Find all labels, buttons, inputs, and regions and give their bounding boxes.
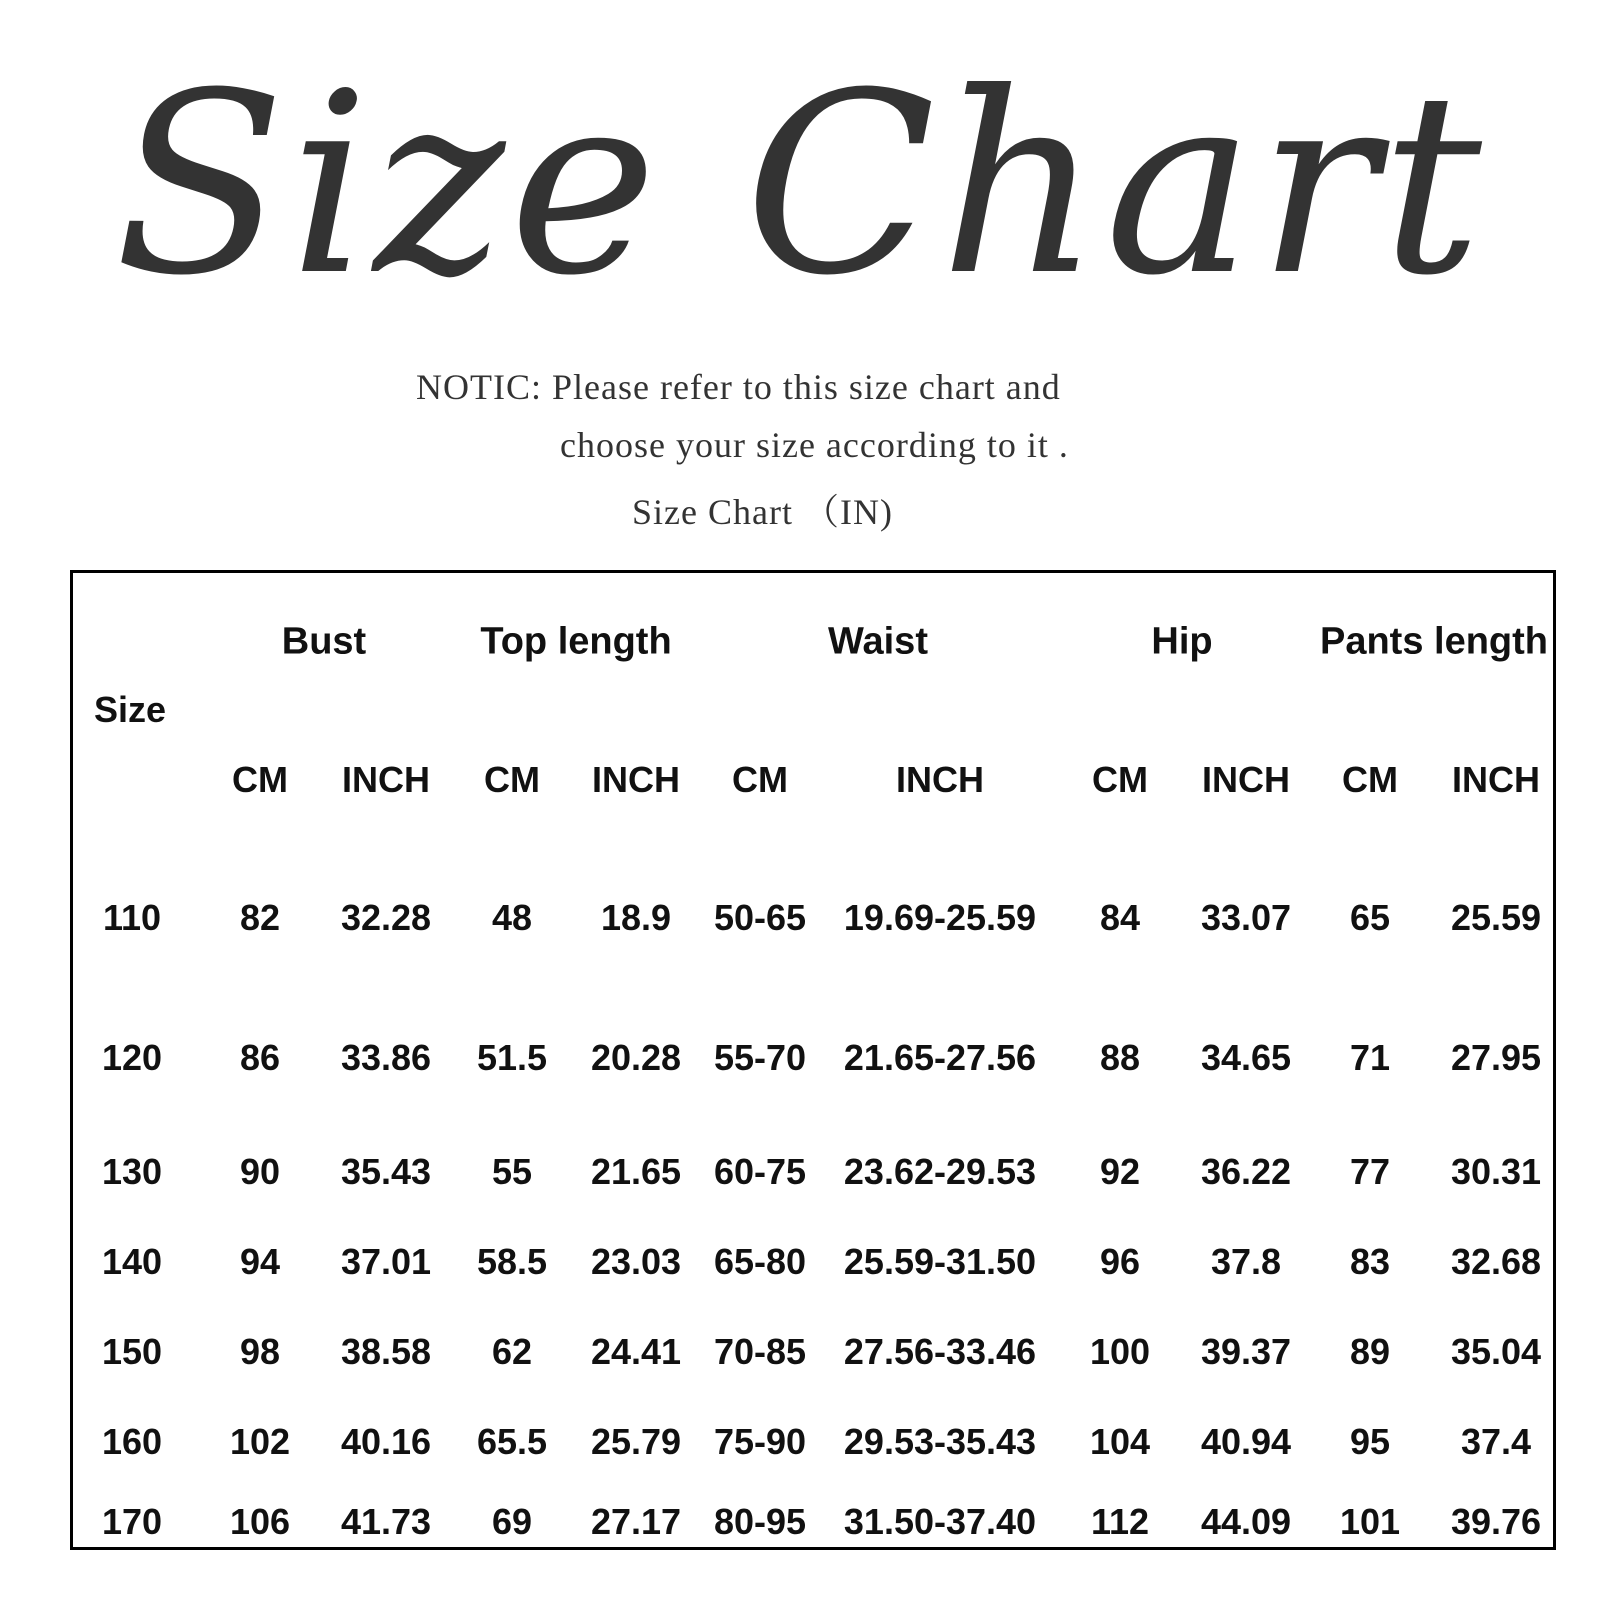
table-cell: 112 — [1090, 1501, 1150, 1542]
table-cell: 60-75 — [713, 1151, 807, 1192]
table-cell: 89 — [1349, 1331, 1391, 1372]
table-cell: 77 — [1349, 1151, 1391, 1192]
table-cell: 69 — [491, 1501, 533, 1542]
table-cell: 95 — [1349, 1421, 1391, 1462]
measurement-group-header: Waist — [828, 620, 928, 663]
size-cell: 140 — [101, 1241, 163, 1282]
table-cell: 58.5 — [476, 1241, 548, 1282]
table-cell: 32.68 — [1450, 1241, 1542, 1282]
table-cell: 75-90 — [713, 1421, 807, 1462]
table-cell: 23.62-29.53 — [843, 1151, 1037, 1192]
size-column-header: Size — [94, 689, 167, 730]
table-cell: 80-95 — [713, 1501, 807, 1542]
unit-header: INCH — [1202, 759, 1290, 800]
table-cell: 35.43 — [340, 1151, 432, 1192]
table-cell: 40.16 — [340, 1421, 432, 1462]
table-cell: 23.03 — [590, 1241, 682, 1282]
size-cell: 110 — [102, 897, 162, 938]
table-cell: 25.59 — [1450, 897, 1542, 938]
unit-header: INCH — [896, 759, 984, 800]
table-cell: 27.95 — [1450, 1037, 1542, 1078]
table-cell: 106 — [229, 1501, 291, 1542]
notice-line-1: NOTIC: Please refer to this size chart and — [416, 367, 1061, 407]
table-cell: 62 — [491, 1331, 533, 1372]
notice-line-2: choose your size according to it . — [560, 425, 1069, 465]
table-cell: 71 — [1349, 1037, 1391, 1078]
table-cell: 65 — [1349, 897, 1391, 938]
table-cell: 18.9 — [600, 897, 672, 938]
table-cell: 104 — [1089, 1421, 1151, 1462]
table-cell: 37.01 — [340, 1241, 432, 1282]
table-cell: 30.31 — [1450, 1151, 1542, 1192]
unit-header: INCH — [1452, 759, 1540, 800]
table-cell: 25.79 — [590, 1421, 682, 1462]
table-cell: 39.76 — [1450, 1501, 1542, 1542]
size-cell: 130 — [101, 1151, 163, 1192]
table-cell: 96 — [1099, 1241, 1141, 1282]
table-cell: 94 — [239, 1241, 281, 1282]
table-cell: 83 — [1349, 1241, 1391, 1282]
table-cell: 25.59-31.50 — [843, 1241, 1037, 1282]
table-cell: 55 — [491, 1151, 533, 1192]
table-cell: 90 — [239, 1151, 281, 1192]
table-cell: 21.65 — [590, 1151, 682, 1192]
size-cell: 170 — [101, 1501, 163, 1542]
unit-header: CM — [1342, 759, 1398, 800]
table-cell: 86 — [239, 1037, 281, 1078]
size-cell: 120 — [101, 1037, 163, 1078]
table-cell: 33.86 — [340, 1037, 432, 1078]
table-cell: 37.4 — [1460, 1421, 1532, 1462]
table-cell: 19.69-25.59 — [843, 897, 1037, 938]
table-cell: 34.65 — [1200, 1037, 1292, 1078]
unit-header: CM — [232, 759, 288, 800]
table-cell: 98 — [239, 1331, 281, 1372]
table-cell: 38.58 — [340, 1331, 432, 1372]
table-cell: 55-70 — [713, 1037, 807, 1078]
table-cell: 65.5 — [476, 1421, 548, 1462]
table-cell: 51.5 — [476, 1037, 548, 1078]
table-cell: 35.04 — [1450, 1331, 1542, 1372]
measurement-group-header: Hip — [1151, 620, 1213, 663]
table-cell: 82 — [239, 897, 281, 938]
table-cell: 102 — [229, 1421, 291, 1462]
size-table-frame — [70, 570, 1556, 1550]
table-cell: 37.8 — [1210, 1241, 1282, 1282]
table-cell: 33.07 — [1200, 897, 1292, 938]
table-cell: 32.28 — [340, 897, 432, 938]
table-cell: 27.17 — [590, 1501, 682, 1542]
table-cell: 50-65 — [713, 897, 807, 938]
size-cell: 160 — [101, 1421, 163, 1462]
unit-header: CM — [484, 759, 540, 800]
size-cell: 150 — [101, 1331, 163, 1372]
table-cell: 101 — [1339, 1501, 1401, 1542]
table-cell: 20.28 — [590, 1037, 682, 1078]
unit-header: INCH — [592, 759, 680, 800]
measurement-group-header: Top length — [480, 620, 672, 663]
unit-header: CM — [732, 759, 788, 800]
table-cell: 41.73 — [340, 1501, 432, 1542]
table-cell: 29.53-35.43 — [843, 1421, 1037, 1462]
unit-header: CM — [1092, 759, 1148, 800]
table-cell: 65-80 — [713, 1241, 807, 1282]
table-cell: 48 — [491, 897, 533, 938]
unit-header: INCH — [342, 759, 430, 800]
table-cell: 100 — [1089, 1331, 1151, 1372]
table-cell: 27.56-33.46 — [843, 1331, 1037, 1372]
page-title: Size Chart — [114, 39, 1486, 330]
table-cell: 70-85 — [713, 1331, 807, 1372]
table-cell: 40.94 — [1200, 1421, 1292, 1462]
table-cell: 36.22 — [1200, 1151, 1292, 1192]
notice-line-3: Size Chart （IN) — [632, 492, 893, 532]
table-cell: 39.37 — [1200, 1331, 1292, 1372]
table-cell: 24.41 — [590, 1331, 682, 1372]
table-cell: 44.09 — [1200, 1501, 1292, 1542]
table-cell: 31.50-37.40 — [843, 1501, 1037, 1542]
table-cell: 21.65-27.56 — [843, 1037, 1037, 1078]
measurement-group-header: Pants length — [1319, 620, 1549, 663]
table-cell: 84 — [1099, 897, 1141, 938]
table-cell: 92 — [1099, 1151, 1141, 1192]
measurement-group-header: Bust — [281, 620, 367, 663]
table-cell: 88 — [1099, 1037, 1141, 1078]
